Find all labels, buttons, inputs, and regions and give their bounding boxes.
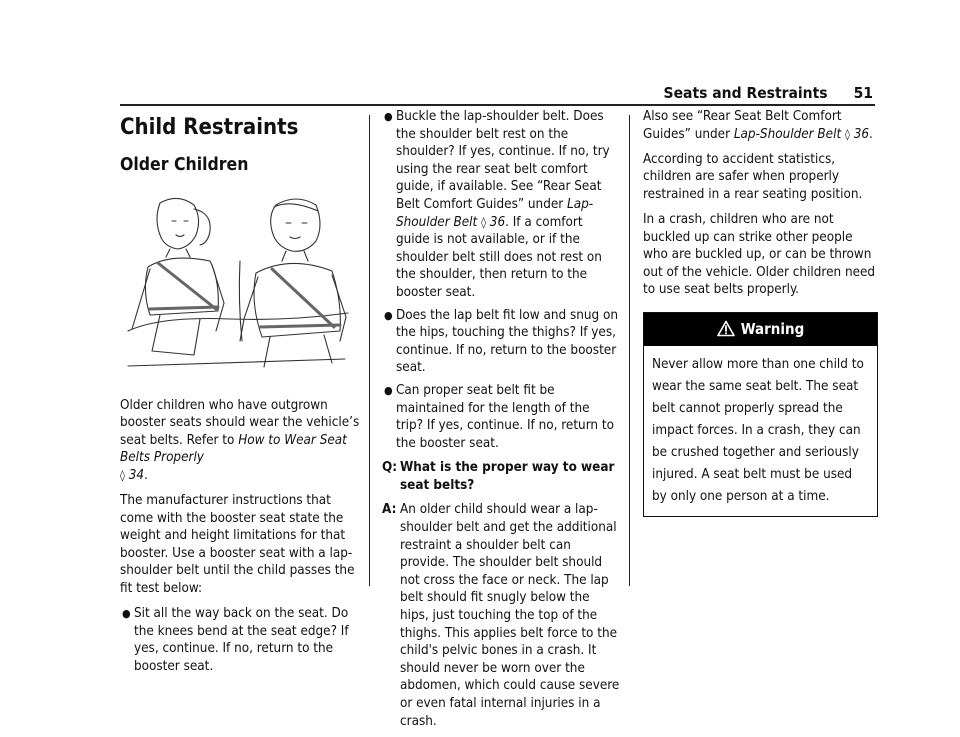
paragraph: In a crash, children who are not buckled up can strike other people who are buckled up, or can be thrown out of the vehicle. Older children need to use seat belts properly. — [643, 211, 876, 298]
bullet-icon: ● — [384, 383, 393, 397]
answer — [382, 501, 620, 730]
list-item-text: . If a comfort guide is not available, or if the shoulder belt still does not rest on the shoulder, then return to the booster seat. — [396, 214, 602, 300]
cross-reference-link[interactable]: Lap-Shoulder Belt — [733, 126, 842, 142]
warning-triangle-icon — [717, 320, 735, 337]
paragraph: According to accident statistics, children are safer when properly restrained in a rear seating position. — [643, 151, 863, 202]
header-rule — [120, 104, 875, 106]
column-2 — [382, 108, 620, 737]
column-divider-2 — [629, 115, 630, 586]
xref-arrow-icon: ◊ — [845, 127, 850, 141]
bullet-list — [120, 605, 360, 675]
page-reference[interactable]: 36 — [489, 214, 506, 230]
warning-text: Never allow more than one child to wear the same seat belt. The seat belt cannot properly spread the impact forces. In a crash, they can be crushed together and seriously injured. A seat belt must be used by only one person at a time. — [652, 356, 864, 504]
list-item-text: Buckle the lap-shoulder belt. Does the shoulder belt rest on the shoulder? If yes, continue. If no, try using the rear seat belt comfort guide, if available. See “Rear Seat Belt Comfort Guides” under — [396, 109, 610, 212]
page-title: Child Restraints — [120, 115, 299, 140]
section-title: Seats and Restraints — [663, 84, 828, 102]
paragraph-text: . — [869, 126, 873, 142]
list-item — [382, 108, 620, 302]
paragraph-text: Older children who have outgrown booster seats should wear the vehicle’s seat belts. Refer to — [120, 397, 360, 448]
page-number: 51 — [853, 84, 873, 102]
paragraph — [643, 108, 878, 143]
list-item — [382, 307, 620, 377]
answer-text: An older child should wear a lap-shoulder belt and get the additional restraint a shoulder belt can provide. The shoulder belt should not cross the face or neck. The lap belt should fit snugly below the hips, just touching the top of the thighs. This applies belt force to the child's pelvic bones in a crash. It should never be worn over the abdomen, which could cause severe or even fatal internal injuries in a crash. — [400, 502, 620, 729]
warning-header — [644, 313, 877, 346]
bullet-icon: ● — [384, 308, 393, 322]
cross-reference-link[interactable]: How to Wear Seat Belts Properly — [120, 432, 347, 466]
bullet-list — [382, 108, 620, 452]
cross-reference-link[interactable]: Lap-Shoulder Belt — [396, 196, 594, 230]
list-item — [382, 382, 620, 452]
list-item-text: Does the lap belt fit low and snug on the hips, touching the thighs? If yes, continue. If no, return to the booster seat. — [396, 307, 618, 376]
paragraph: The manufacturer instructions that come with the booster seat state the weight and height limitations for that booster. Use a booster seat with a lap-shoulder belt until the child passes the fit test below: — [120, 493, 355, 597]
list-item-text: Can proper seat belt fit be maintained for the length of the trip? If yes, continue. If no, return to the booster seat. — [396, 382, 614, 451]
xref-arrow-icon: ◊ — [120, 468, 125, 482]
column-3 — [643, 108, 878, 517]
warning-title: Warning — [740, 319, 805, 338]
answer-label: A: — [382, 502, 397, 518]
paragraph: Older children who have outgrown booster seats should wear the vehicle’s seat belts. Refer to How to Wear Seat Belts Properly ◊ 34. — [120, 397, 360, 483]
page-reference[interactable]: 36 — [853, 126, 870, 142]
column-divider-1 — [369, 115, 370, 586]
page-reference[interactable]: 34 — [128, 467, 145, 483]
question — [382, 459, 620, 494]
question-text: What is the proper way to wear seat belts? — [400, 460, 615, 493]
xref-arrow-icon: ◊ — [481, 215, 486, 229]
warning-box — [643, 312, 878, 517]
bullet-icon: ● — [122, 607, 131, 621]
list-item — [120, 605, 360, 675]
list-item-text: Sit all the way back on the seat. Do the knees bend at the seat edge? If yes, continue. If no, return to the booster seat. — [134, 606, 349, 674]
older-children-illustration — [120, 191, 350, 373]
running-header — [120, 83, 873, 103]
bullet-icon: ● — [384, 110, 393, 123]
section-heading: Older Children — [120, 155, 249, 175]
column-1 — [120, 113, 360, 683]
paragraph-text: Also see “Rear Seat Belt Comfort Guides” under — [643, 109, 842, 142]
question-label: Q: — [382, 460, 398, 476]
